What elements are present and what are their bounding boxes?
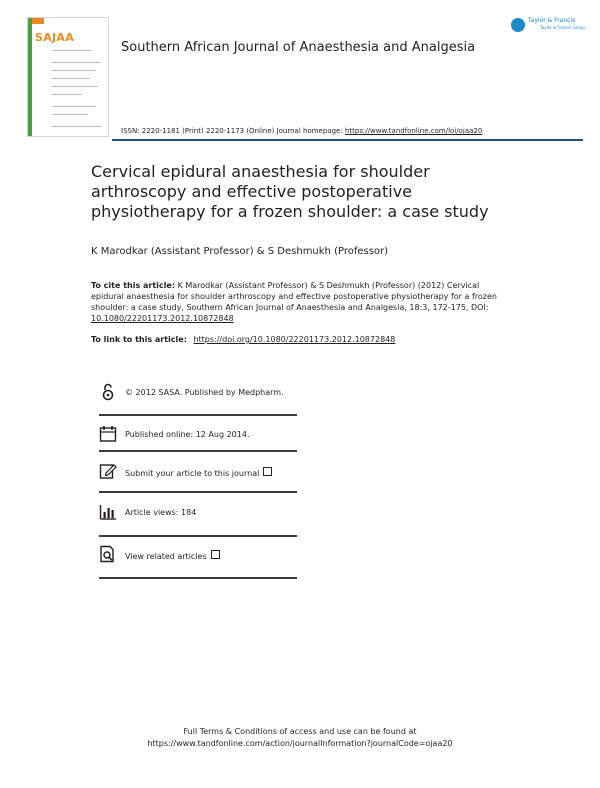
doi-link[interactable]: 10.1080/22201173.2012.10872848: [91, 314, 234, 323]
bar-chart-icon: [99, 503, 117, 521]
footer: [0, 726, 600, 750]
citation-block: [91, 280, 501, 324]
calendar-icon: [99, 425, 117, 443]
issn-text: ISSN: 2220-1181 (Print) 2220-1173 (Online) Journal homepage:: [121, 127, 343, 135]
related-articles-link[interactable]: [125, 550, 220, 561]
divider: [99, 535, 297, 537]
journal-cover-thumbnail: [27, 17, 109, 137]
related-articles-search-icon: [99, 545, 117, 563]
publisher-logo[interactable]: [511, 17, 583, 35]
submit-article-label: Submit your article to this journal: [125, 469, 260, 478]
external-link-icon: [211, 550, 220, 559]
header-rule: [112, 139, 583, 141]
cover-text-line: [52, 50, 92, 51]
divider: [99, 414, 297, 416]
article-title: Cervical epidural anaesthesia for shoulder arthroscopy and effective postoperative physiotherapy for a frozen shoulder: a case study: [91, 162, 489, 221]
cover-green-band: [28, 18, 32, 136]
divider: [99, 577, 297, 579]
link-label: To link to this article:: [91, 335, 187, 344]
article-authors: K Marodkar (Assistant Professor) & S Deshmukh (Professor): [91, 246, 389, 257]
footer-terms-link[interactable]: https://www.tandfonline.com/action/journalInformation?journalCode=ojaa20: [147, 739, 453, 748]
edit-icon: [99, 462, 117, 480]
cover-orange-tab: [32, 18, 44, 24]
cover-text-line: [52, 86, 98, 87]
published-date-text: Published online: 12 Aug 2014.: [125, 430, 250, 439]
footer-terms-text: Full Terms & Conditions of access and use can be found at: [183, 727, 417, 736]
issn-line: [121, 127, 482, 135]
publisher-logo-icon: [511, 18, 525, 32]
cover-text-line: [52, 62, 100, 63]
related-row[interactable]: [99, 545, 297, 571]
cover-text-line: [52, 126, 102, 127]
publisher-logo-subtext: Taylor & Francis Group: [540, 25, 585, 30]
cover-text-line: [52, 114, 88, 115]
published-row: [99, 425, 297, 451]
divider: [99, 450, 297, 452]
copyright-text: © 2012 SASA. Published by Medpharm.: [125, 388, 284, 397]
open-access-lock-icon: [99, 383, 117, 401]
article-views-text: Article views: 184: [125, 508, 197, 517]
cover-text-line: [52, 94, 82, 95]
publisher-logo-text: Taylor & Francis: [528, 17, 576, 24]
submit-row[interactable]: [99, 462, 297, 488]
views-row: [99, 503, 297, 529]
submit-article-link[interactable]: [125, 467, 272, 478]
article-link-line: [91, 335, 395, 344]
divider: [99, 491, 297, 493]
cite-text: K Marodkar (Assistant Professor) & S Deshmukh (Professor) (2012) Cervical epidural anaesthesia for shoulder arthroscopy and effective postoperative physiotherapy for a frozen shoulder: a case study, Southern African Journal of Anaesthesia and Analgesia, 18:3, 172-175, DOI:: [91, 281, 497, 312]
journal-title: Southern African Journal of Anaesthesia and Analgesia: [121, 40, 476, 55]
article-doi-url-link[interactable]: https://doi.org/10.1080/22201173.2012.10872848: [193, 335, 396, 344]
cover-text-line: [52, 78, 90, 79]
cite-label: To cite this article:: [91, 281, 176, 290]
related-articles-label: View related articles: [125, 552, 207, 561]
external-link-icon: [263, 467, 272, 476]
journal-homepage-link[interactable]: https://www.tandfonline.com/loi/ojaa20: [344, 127, 483, 135]
cover-text-line: [52, 106, 96, 107]
cover-logo: SAJAA: [35, 31, 75, 44]
cover-text-line: [52, 70, 96, 71]
copyright-row: [99, 383, 297, 409]
